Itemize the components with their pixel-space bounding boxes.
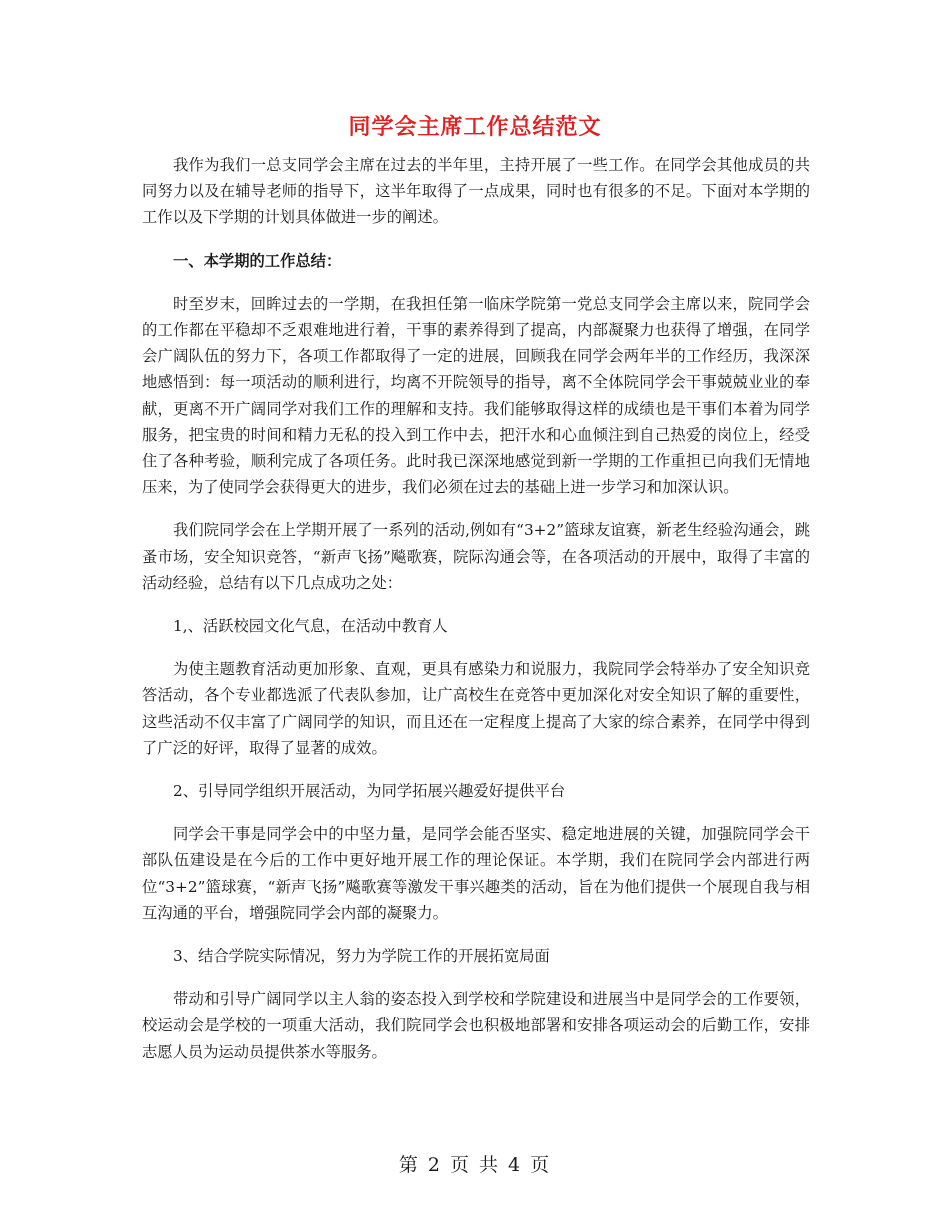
intro-paragraph: 我作为我们一总支同学会主席在过去的半年里，主持开展了一些工作。在同学会其他成员的共同努力以及在辅导老师的指导下，这半年取得了一点成果，同时也有很多的不足。下面对本学期的工作以及下学期的计划具体做进一步的阐述。 — [142, 156, 810, 227]
body-paragraph: 我们院同学会在上学期开展了一系列的活动,例如有“3+2”篮球友谊赛，新老生经验沟通会，跳蚤市场，安全知识竞答，“新声飞扬”飚歌赛，院际沟通会等，在各项活动的开展中，取得了丰富的活动经验，总结有以下几点成功之处： — [142, 521, 810, 592]
subheading: 1,、活跃校园文化气息，在活动中教育人 — [173, 617, 448, 636]
body-paragraph: 为使主题教育活动更加形象、直观，更具有感染力和说服力，我院同学会特举办了安全知识竞答活动，各个专业都选派了代表队参加，让广高校生在竞答中更加深化对安全知识了解的重要性，这些活动不仅丰富了广阔同学的知识，而且还在一定程度上提高了大家的综合素养，在同学中得到了广泛的好评，取得了显著的成效。 — [142, 660, 810, 757]
section-heading: 一、本学期的工作总结： — [173, 251, 342, 270]
subheading: 2、引导同学组织开展活动，为同学拓展兴趣爱好提供平台 — [173, 782, 566, 801]
page-number-footer: 第 2 页 共 4 页 — [398, 1154, 552, 1176]
subheading: 3、结合学院实际情况，努力为学院工作的开展拓宽局面 — [173, 947, 550, 966]
document-body — [142, 152, 810, 1082]
body-paragraph: 带动和引导广阔同学以主人翁的姿态投入到学校和学院建设和进展当中是同学会的工作要领，校运动会是学校的一项重大活动，我们院同学会也积极地部署和安排各项运动会的后勤工作，安排志愿人员为运动员提供茶水等服务。 — [142, 990, 810, 1061]
document-title: 同学会主席工作总结范文 — [348, 115, 602, 140]
body-paragraph: 同学会干事是同学会中的中坚力量，是同学会能否坚实、稳定地进展的关键，加强院同学会干部队伍建设是在今后的工作中更好地开展工作的理论保证。本学期，我们在院同学会内部进行两位“3+2”篮球赛，“新声飞扬”飚歌赛等激发干事兴趣类的活动，旨在为他们提供一个展现自我与相互沟通的平台，增强院同学会内部的凝聚力。 — [142, 825, 810, 922]
body-paragraph: 时至岁末，回眸过去的一学期，在我担任第一临床学院第一党总支同学会主席以来，院同学会的工作都在平稳却不乏艰难地进行着，干事的素养得到了提高，内部凝聚力也获得了增强，在同学会广阔队伍的努力下，各项工作都取得了一定的进展，回顾我在同学会两年半的工作经历，我深深地感悟到：每一项活动的顺利进行，均离不开院领导的指导，离不全体院同学会干事兢兢业业的奉献，更离不开广阔同学对我们工作的理解和支持。我们能够取得这样的成绩也是干事们本着为同学服务，把宝贵的时间和精力无私的投入到工作中去，把汗水和心血倾注到自己热爱的岗位上，经受住了各种考验，顺利完成了各项任务。此时我已深深地感觉到新一学期的工作重担已向我们无情地压来，为了使同学会获得更大的进步，我们必须在过去的基础上进一步学习和加深认识。 — [142, 294, 810, 497]
